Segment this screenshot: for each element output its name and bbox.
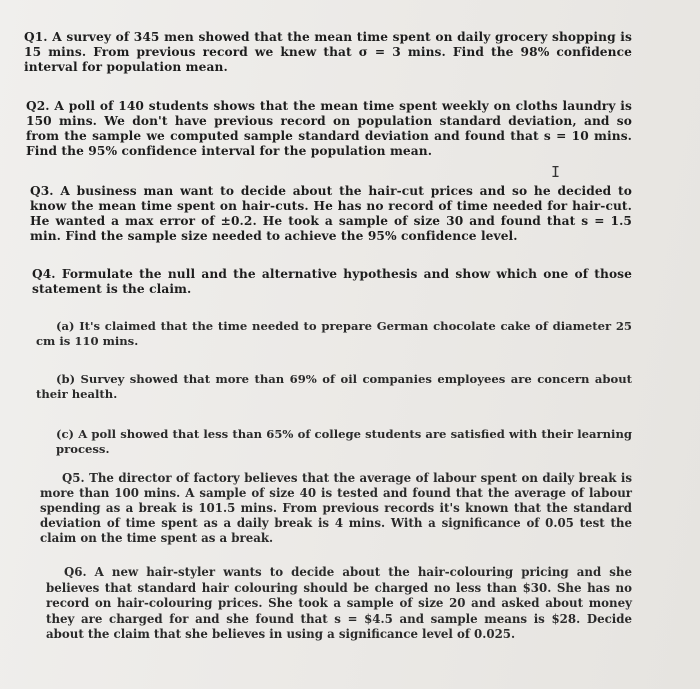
question-1: Q1. A survey of 345 men showed that the mean time spent on daily grocery shopping is 15 mins. From previous record we knew that σ = 3 mins. Find the 98% confidence interval for population mean. [24,30,632,74]
text-cursor-icon: I [551,163,561,181]
question-6: Q6. A new hair-styler wants to decide about the hair-colouring pricing and she believes that standard hair colouring should be charged no less than $30. She has no record on hair-colouring prices. She took a sample of size 20 and asked about money they are charged for and she found that s = $4.5 and sample means is $28. Decide about the claim that she believes in using a significance level of 0.025. [46,565,632,641]
question-2: Q2. A poll of 140 students shows that the mean time spent weekly on cloths laundry is 150 mins. We don't have previous record on population standard deviation, and so from the sample we computed sample standard deviation and found that s = 10 mins. Find the 95% confidence interval for the population mean. [26,99,632,158]
question-4: Q4. Formulate the null and the alternative hypothesis and show which one of those statement is the claim. [32,267,632,296]
question-3: Q3. A business man want to decide about the hair-cut prices and so he decided to know the mean time spent on hair-cuts. He has no record of time needed for hair-cut. He wanted a max error of ±0.2. He took a sample of size 30 and found that s = 1.5 min. Find the sample size needed to achieve the 95% confidence level. [30,184,632,243]
question-4c: (c) A poll showed that less than 65% of college students are satisfied with their learning process. [56,427,632,456]
question-4b: (b) Survey showed that more than 69% of oil companies employees are concern about their health. [36,372,632,401]
question-4a: (a) It's claimed that the time needed to prepare German chocolate cake of diameter 25 cm is 110 mins. [36,319,632,348]
question-5: Q5. The director of factory believes that the average of labour spent on daily break is more than 100 mins. A sample of size 40 is tested and found that the average of labour spending as a break is 101.5 mins. From previous records it's known that the standard deviation of time spent as a daily break is 4 mins. With a significance of 0.05 test the claim on the time spent as a break. [40,471,632,545]
